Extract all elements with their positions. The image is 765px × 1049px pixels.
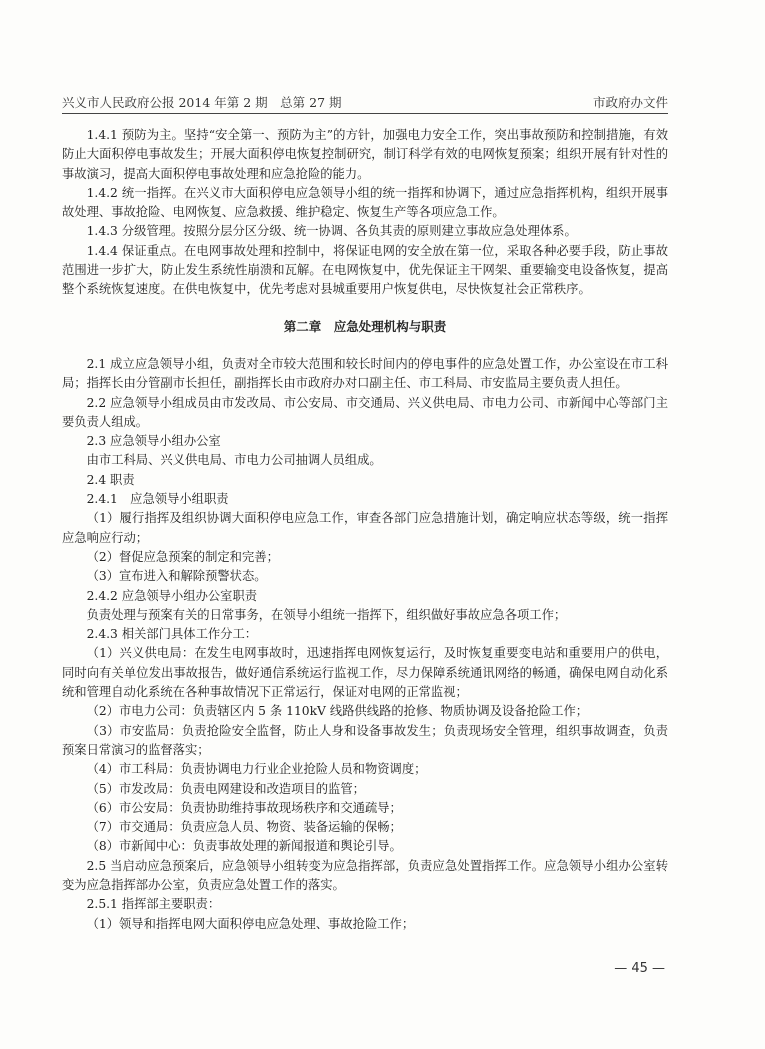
section-title: 市政府办文件	[592, 95, 668, 110]
paragraph: （2）市电力公司：负责辖区内 5 条 110kV 线路供线路的抢修、物质协调及设备抢险工作；	[86, 704, 589, 719]
paragraph: （8）市新闻中心：负责事故处理的新闻报道和舆论引导。	[86, 839, 402, 854]
paragraph: 2.1 成立应急领导小组，负责对全市较大范围和较长时间内的停电事件的应急处置工作，办公室设在市工科局；指挥长由分管副市长担任，副指挥长由市政府办对口副主任、市工科局、市安监局主要负责人担任。	[62, 356, 668, 391]
paragraph: （6）市公安局：负责协助维持事故现场秩序和交通疏导；	[86, 800, 402, 815]
paragraph: 2.4 职责	[86, 472, 135, 487]
paragraph: 2.3 应急领导小组办公室	[86, 434, 221, 449]
paragraph: 1.4.2 统一指挥。在兴义市大面积停电应急领导小组的统一指挥和协调下，通过应急指挥机构，组织开展事故处理、事故抢险、电网恢复、应急救援、维护稳定、恢复生产等各项应急工作。	[62, 185, 668, 220]
paragraph: （2）督促应急预案的制定和完善；	[86, 549, 279, 564]
paragraph: 负责处理与预案有关的日常事务，在领导小组统一指挥下，组织做好事故应急各项工作；	[86, 607, 567, 622]
chapter-heading: 第二章 应急处理机构与职责	[283, 318, 447, 334]
paragraph: （1）领导和指挥电网大面积停电应急处理、事故抢险工作；	[86, 916, 415, 931]
paragraph: 1.4.1 预防为主。坚持“安全第一、预防为主”的方针，加强电力安全工作，突出事故预防和控制措施，有效防止大面积停电事故发生；开展大面积停电恢复控制研究，制订科学有效的电网恢复预案；组织开展有针对性的事故演习，提高大面积停电事故处理和应急抢险的能力。	[62, 128, 668, 181]
page-number: — 45 —	[614, 961, 665, 976]
paragraph: （3）宣布进入和解除预警状态。	[86, 569, 267, 584]
paragraph: 2.4.2 应急领导小组办公室职责	[86, 588, 258, 603]
paragraph: （1）履行指挥及组织协调大面积停电应急工作，审查各部门应急措施计划，确定响应状态等级，统一指挥应急响应行动；	[62, 511, 668, 545]
paragraph: 2.2 应急领导小组成员由市发改局、市公安局、市交通局、兴义供电局、市电力公司、市新闻中心等部门主要负责人组成。	[62, 395, 668, 429]
paragraph: 2.5.1 指挥部主要职责：	[86, 897, 221, 912]
paragraph: 2.4.1 应急领导小组职责	[86, 492, 229, 507]
paragraph: （5）市发改局：负责电网建设和改造项目的监管；	[86, 781, 365, 796]
paragraph: （3）市安监局：负责抢险安全监督，防止人身和设备事故发生；负责现场安全管理，组织事故调查，负责预案日常演习的监督落实；	[62, 723, 668, 757]
paragraph: 2.4.3 相关部门具体工作分工：	[86, 627, 258, 642]
paragraph: （1）兴义供电局：在发生电网事故时，迅速指挥电网恢复运行，及时恢复重要变电站和重要用户的供电，同时向有关单位发出事故报告，做好通信系统运行监视工作，尽力保障系统通讯网络的畅通，确保电网自动化系统和管理自动化系统在各种事故情况下正常运行，保证对电网的正常监视；	[62, 646, 668, 700]
paragraph: （7）市交通局：负责应急人员、物资、装备运输的保畅；	[86, 820, 402, 835]
header-divider	[62, 113, 668, 114]
paragraph: 1.4.4 保证重点。在电网事故处理和控制中，将保证电网的安全放在第一位，采取各种必要手段，防止事故范围进一步扩大，防止发生系统性崩溃和瓦解。在电网恢复中，优先保证主干网架、重要输变电设备恢复，提高整个系统恢复速度。在供电恢复中，优先考虑对县城重要用户恢复供电，尽快恢复社会正常秩序。	[62, 243, 668, 297]
paragraph: 2.5 当启动应急预案后，应急领导小组转变为应急指挥部，负责应急处置指挥工作。应急领导小组办公室转变为应急指挥部办公室，负责应急处置工作的落实。	[62, 858, 668, 892]
paragraph: 1.4.3 分级管理。按照分层分区分级、统一协调、各负其责的原则建立事故应急处理体系。	[86, 224, 577, 239]
journal-title: 兴义市人民政府公报 2014 年第 2 期 总第 27 期	[62, 95, 342, 110]
paragraph: （4）市工科局：负责协调电力行业企业抢险人员和物资调度；	[86, 762, 427, 777]
paragraph: 由市工科局、兴义供电局、市电力公司抽调人员组成。	[86, 453, 382, 468]
document-body	[62, 126, 668, 934]
